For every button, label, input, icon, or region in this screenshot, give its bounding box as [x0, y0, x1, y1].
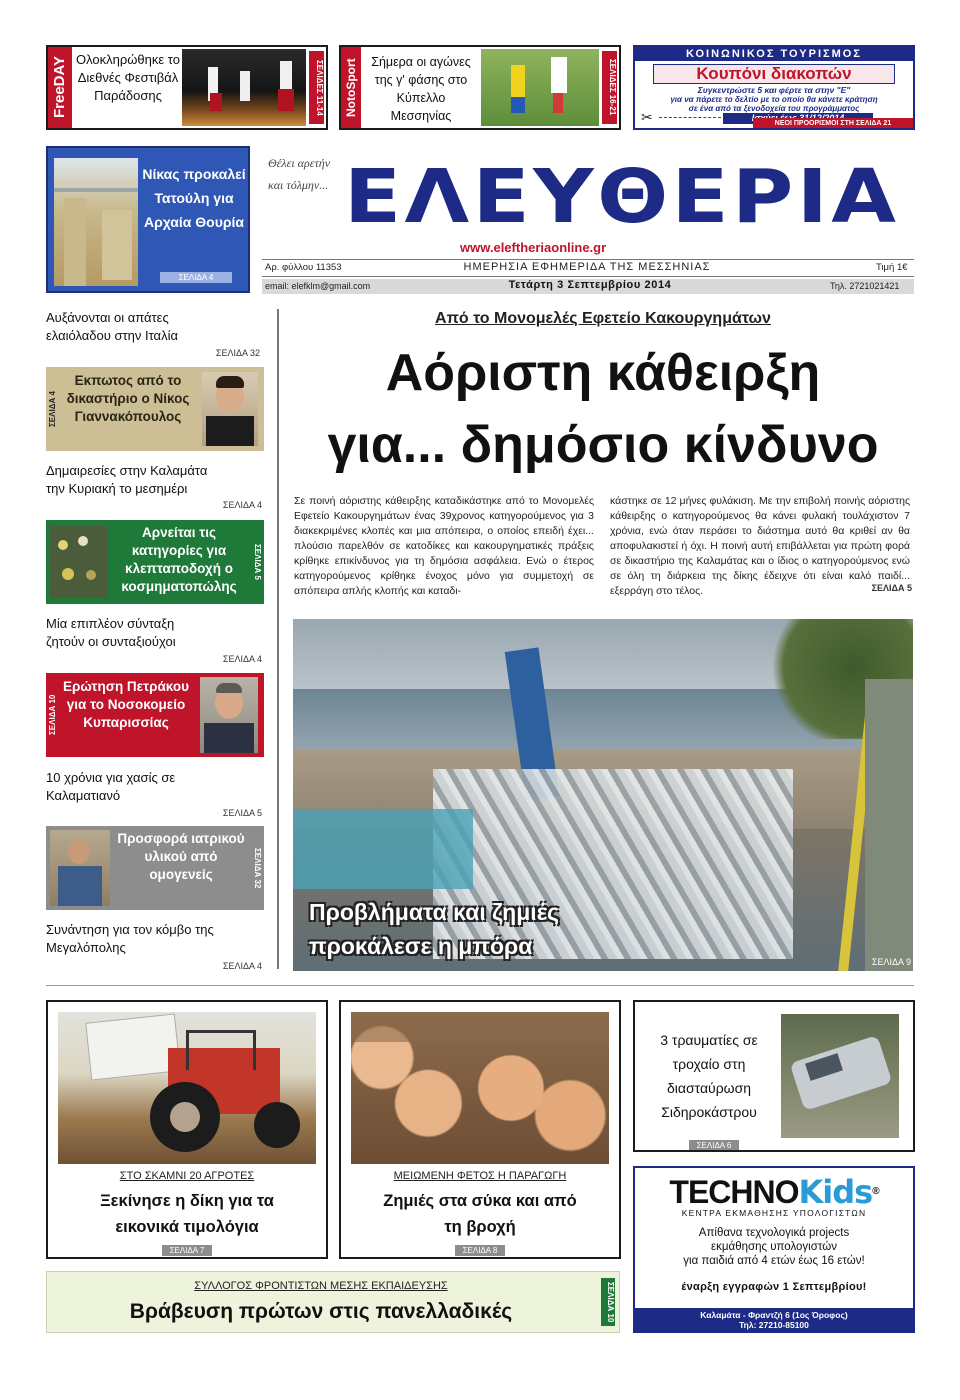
promo-coupon[interactable]	[633, 45, 915, 130]
storm-damage-photo[interactable]	[293, 619, 913, 971]
section-rule	[46, 985, 914, 986]
wall	[865, 679, 913, 971]
crashed-car-photo	[781, 1014, 899, 1138]
lead-headline-1[interactable]: Αόριστη κάθειρξη	[385, 344, 821, 402]
freeday-pages: ΣΕΛΙΔΕΣ 11-14	[309, 51, 324, 124]
sidebar-box-giannakopoulos[interactable]	[46, 367, 264, 451]
box1-text: Εκπωτος από το δικαστήριο ο Νίκος Γιαννακόπουλος	[66, 373, 190, 424]
coupon-title: Κουπόνι διακοπών	[696, 64, 852, 83]
story2-kicker: ΜΕΙΩΜΕΝΗ ΦΕΤΟΣ Η ΠΑΡΑΓΩΓΗ	[393, 1170, 567, 1182]
sidebar-item-elections[interactable]: Δημαιρεσίες στην Καλαμάτα την Κυριακή το μεσημέρι	[46, 463, 208, 496]
donation-photo	[50, 830, 110, 906]
masthead-teaser[interactable]	[46, 146, 250, 293]
sidebar-item-pensions-page: ΣΕΛΙΔΑ 4	[222, 654, 262, 664]
website-link[interactable]: www.eleftheriaonline.gr	[460, 240, 607, 255]
jewellery-photo	[50, 526, 108, 598]
box4-tag: ΣΕΛΙΔΑ 32	[253, 847, 262, 889]
ruins-photo	[54, 158, 138, 286]
story1-kicker: ΣΤΟ ΣΚΑΜΝΙ 20 ΑΓΡΟΤΕΣ	[119, 1170, 255, 1182]
sidebar-item-olive-oil-page: ΣΕΛΙΔΑ 32	[215, 348, 260, 358]
sidebar-item-megalopoli[interactable]: Συνάντηση για τον κόμβο της Μεγαλόπολης	[46, 922, 214, 955]
freeday-text: Ολοκληρώθηκε το Διεθνές Φεστιβάλ Παράδοσης	[76, 52, 180, 103]
story2-page: ΣΕΛΙΔΑ 8	[455, 1245, 505, 1256]
banner-kicker: ΣΥΛΛΟΓΟΣ ΦΡΟΝΤΙΣΤΩΝ ΜΕΣΗΣ ΕΚΠΑΙΔΕΥΣΗΣ	[194, 1280, 448, 1292]
sidebar-box-medical-donation[interactable]	[46, 826, 264, 910]
technokids-logo-reg: ®	[872, 1186, 879, 1197]
coupon-line3: σε ένα από τα ξενοδοχεία του προγράμματος	[688, 104, 860, 113]
issue-date: Τετάρτη 3 Σεπτεμβρίου 2014	[508, 279, 672, 291]
sidebar-item-elections-page: ΣΕΛΙΔΑ 4	[222, 500, 262, 510]
story-figs[interactable]	[339, 1000, 621, 1259]
box2-text: Αρνείται τις κατηγορίες για κλεπταποδοχή ο κοσμηματοπώλης	[121, 525, 237, 594]
notosport-text: Σήμερα οι αγώνες της γ' φάσης στο Κύπελλο Μεσσηνίας	[371, 55, 471, 123]
dancers-photo	[182, 49, 306, 126]
lead-kicker: Από το Μονομελές Εφετείο Κακουργημάτων	[435, 310, 771, 327]
sidebar-box-jeweller[interactable]	[46, 520, 264, 604]
sidebar-item-olive-oil[interactable]: Αυξάνονται οι απάτες ελαιόλαδου στην Ιταλία	[46, 310, 178, 343]
ad-line2: εκμάθησης υπολογιστών	[711, 1241, 837, 1253]
coupon-line1: Συγκεντρώστε 5 και φέρτε τα στην "Ε"	[697, 85, 851, 95]
tractor-photo	[58, 1012, 316, 1164]
story1-headline: Ξεκίνησε η δίκη για τα εικονικά τιμολόγια	[100, 1192, 274, 1236]
story-farmers[interactable]	[46, 1000, 328, 1259]
box2-tag: ΣΕΛΙΔΑ 5	[253, 544, 262, 580]
box1-tag: ΣΕΛΙΔΑ 4	[48, 391, 57, 427]
teaser-headline: Νίκας προκαλεί Τατούλη για Αρχαία Θουρία	[142, 166, 246, 230]
photo-page: ΣΕΛΙΔΑ 9	[871, 957, 911, 967]
scissors-icon: ✂	[641, 109, 653, 125]
sidebar-item-megalopoli-page: ΣΕΛΙΔΑ 4	[222, 961, 262, 971]
ad-line4: έναρξη εγγραφών 1 Σεπτεμβρίου!	[681, 1281, 867, 1293]
lead-headline-2[interactable]: για... δημόσιο κίνδυνο	[327, 416, 879, 474]
teaser-page: ΣΕΛΙΔΑ 4	[160, 272, 232, 283]
price: Τιμή 1€	[876, 262, 908, 273]
technokids-logo-a: TECHNO	[669, 1174, 799, 1210]
pool-edge	[293, 809, 473, 889]
notosport-pages: ΣΕΛΙΔΕΣ 16-21	[602, 51, 617, 124]
sidebar-box-hospital[interactable]	[46, 673, 264, 757]
box4-text: Προσφορά ιατρικού υλικού από ομογενείς	[117, 831, 245, 882]
newspaper-subtitle: ΗΜΕΡΗΣΙΑ ΕΦΗΜΕΡΙΔΑ ΤΗΣ ΜΕΣΣΗΝΙΑΣ	[463, 261, 711, 273]
coupon-footer: ΝΕΟΙ ΠΡΟΟΡΙΣΜΟΙ ΣΤΗ ΣΕΛΙΔΑ 21	[753, 118, 913, 129]
coupon-header: ΚΟΙΝΩΝΙΚΟΣ ΤΟΥΡΙΣΜΟΣ	[635, 47, 913, 61]
man-portrait-photo	[202, 372, 258, 446]
figs-photo	[351, 1012, 609, 1164]
notosport-brand: NotoSport	[344, 58, 358, 117]
football-photo	[481, 49, 599, 126]
story1-page: ΣΕΛΙΔΑ 7	[162, 1245, 212, 1256]
lead-body-col1: Σε ποινή αόριστης κάθειρξης καταδικάστηκε από το Μονομελές Εφετείο Κακουργημάτων ένας 39χρονος κατηγορούμενος για 3 διακεκριμένες κλοπές και μια απόπειρα, ο οποίος επειδή έχει... πλούσιο παρελθόν σε κατοδίκες και κακουργηματικές πράξεις κρίθηκε επικίνδυνος για τη δημόσια ασφάλεια. Ενώ ο έτερος κατηγορούμενος κρίθηκε ένοχος μόνο για συμμετοχή σε απόπειρα απλής κλοπής και καταδι-	[294, 495, 594, 597]
issue-number: Αρ. φύλλου 11353	[265, 262, 342, 273]
story-accident[interactable]	[633, 1000, 915, 1152]
freeday-brand: FreeDAY	[51, 56, 68, 119]
ad-footer1: Καλαμάτα - Φραντζή 6 (1ος Όροφος)	[700, 1310, 848, 1320]
sidebar-item-hashish[interactable]: 10 χρόνια για χασίς σε Καλαματιανό	[46, 770, 176, 803]
lead-body-col2: κάστηκε σε 12 μήνες φυλάκιση. Με την επιβολή ποινής αόριστης κάθειρξης ο κατηγορούμενος θα κάνει φυλακή τουλάχιστον 7 χρόνια, ενώ όταν περάσει το διάστημα αυτό θα κριθεί αν θα αποφυλακιστεί ή όχι. Η ποινή αυτή επιβάλλεται για πρώτη φορά σε δικαστήριο της Καλαμάτας και ο ίδιος ο κατηγορούμενος ενώ σε όλη τη διάρκεια της δίκης έδειχνε ότι είναι καλό παιδί... εξερράγη στο τέλος.	[610, 495, 910, 597]
ad-footer2: Τηλ: 27210-85100	[739, 1320, 809, 1330]
banner-tutors[interactable]	[46, 1271, 620, 1333]
column-divider	[277, 309, 279, 969]
cut-line	[659, 117, 721, 118]
technokids-ad[interactable]	[633, 1166, 915, 1333]
lead-page: ΣΕΛΙΔΑ 5	[871, 583, 912, 593]
coupon-line2: για να πάρετε το δελτίο με το οποίο θα κάνετε κράτηση	[670, 95, 878, 104]
politician-portrait-photo	[200, 677, 258, 753]
technokids-logo-b: Kids	[798, 1173, 873, 1211]
newspaper-title: ΕΛΕΥΘΕΡΙΑ	[344, 154, 900, 240]
box3-tag: ΣΕΛΙΔΑ 10	[48, 694, 57, 736]
email[interactable]: email: elefklm@gmail.com	[265, 281, 371, 291]
photo-caption: Προβλήματα και ζημιές προκάλεσε η μπόρα	[309, 899, 560, 959]
banner-tag: ΣΕΛΙΔΑ 10	[601, 1278, 615, 1326]
banner-headline: Βράβευση πρώτων στις πανελλαδικές	[129, 1300, 513, 1323]
story3-page: ΣΕΛΙΔΑ 6	[689, 1140, 739, 1151]
promo-notosport[interactable]	[339, 45, 621, 130]
box3-text: Ερώτηση Πετράκου για το Νοσοκομείο Κυπαρισσίας	[63, 679, 189, 730]
story2-headline: Ζημιές στα σύκα και από τη βροχή	[383, 1192, 577, 1236]
ad-line1: Απίθανα τεχνολογικά projects	[698, 1227, 850, 1239]
technokids-logo	[635, 1174, 913, 1210]
sidebar-item-pensions[interactable]: Μία επιπλέον σύνταξη ζητούν οι συνταξιούχοι	[46, 616, 176, 649]
story3-text: 3 τραυματίες σε τροχαίο στη διασταύρωση Σιδηροκάστρου	[660, 1032, 758, 1120]
ad-line3: για παιδιά από 4 ετών έως 16 ετών!	[683, 1255, 865, 1267]
motto: Θέλει αρετήν και τόλμην...	[268, 156, 331, 192]
phone: Τηλ. 2721021421	[830, 281, 900, 291]
sidebar-item-hashish-page: ΣΕΛΙΔΑ 5	[222, 808, 262, 818]
ad-subtitle: ΚΕΝΤΡΑ ΕΚΜΑΘΗΣΗΣ ΥΠΟΛΟΓΙΣΤΩΝ	[681, 1208, 867, 1218]
promo-freeday[interactable]	[46, 45, 328, 130]
